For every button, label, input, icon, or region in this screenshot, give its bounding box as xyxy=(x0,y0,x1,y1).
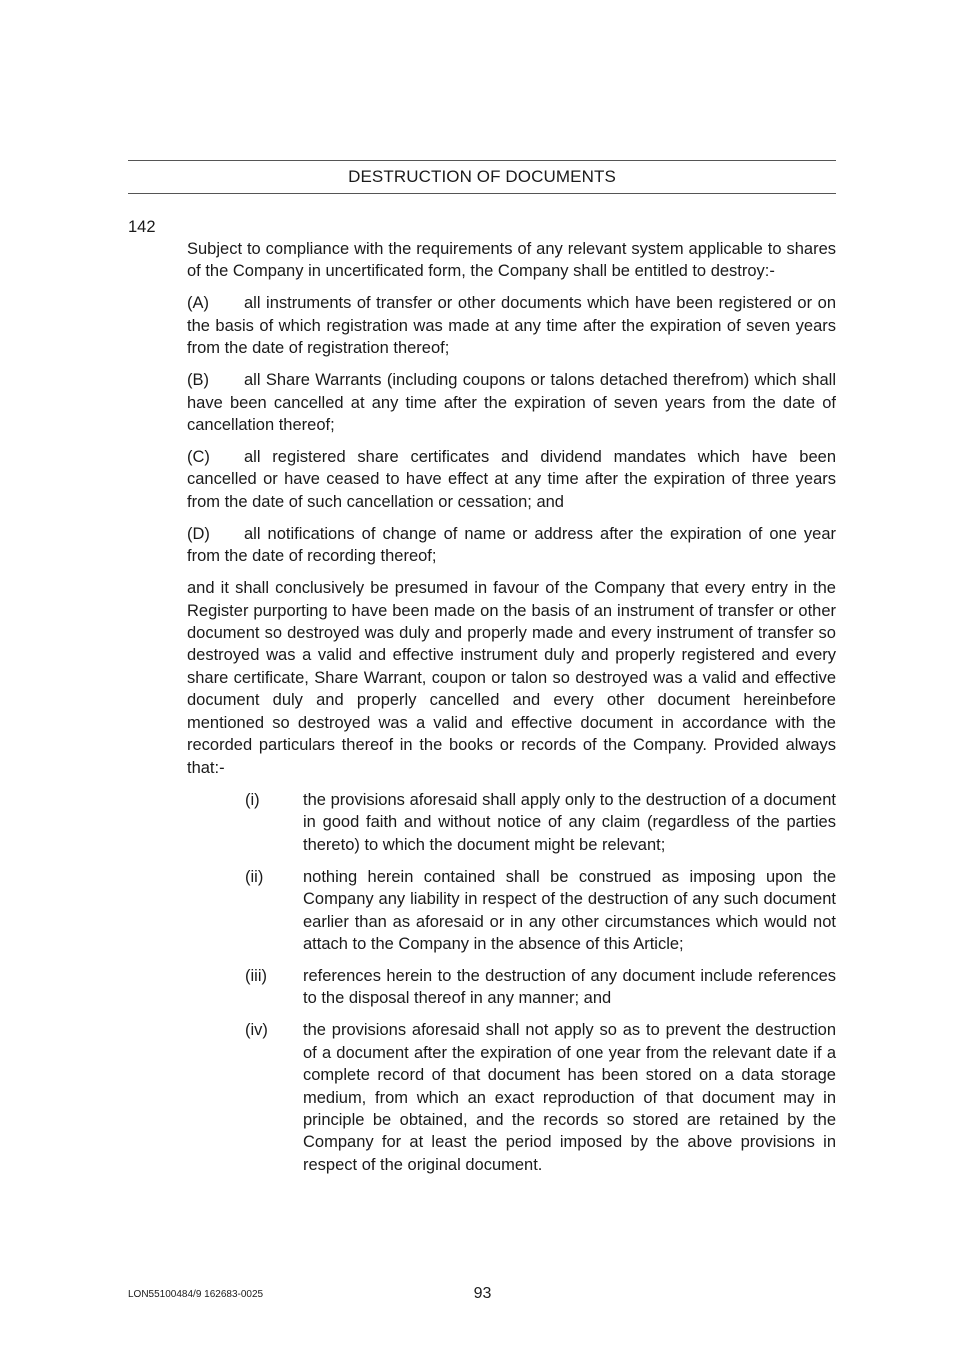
clause-text: all instruments of transfer or other documents which have been registered or on the basis of which registration was made at any time after the expiration of seven years from the date of registration thereof; xyxy=(187,294,836,358)
clause-text: all notifications of change of name or address after the expiration of one year from the date of recording thereof; xyxy=(187,524,836,566)
intro-paragraph: Subject to compliance with the requirements of any relevant system applicable to shares of the Company in uncertificated form, the Company shall be entitled to destroy:- xyxy=(187,240,836,281)
section-heading: DESTRUCTION OF DOCUMENTS xyxy=(348,167,616,186)
proviso-iii xyxy=(187,965,836,1010)
proviso-list xyxy=(187,789,836,1176)
clause-text: all registered share certificates and dividend mandates which have been cancelled or have ceased to have effect at any time after the expiration of three years from the date of such cancellation or cessation; and xyxy=(187,448,836,511)
clause-d xyxy=(187,523,836,568)
proviso-text: references herein to the destruction of any document include references to the disposal thereof in any manner; and xyxy=(303,966,836,1008)
proviso-label: (ii) xyxy=(245,867,264,886)
proviso-label: (i) xyxy=(245,790,260,809)
proviso-text: the provisions aforesaid shall apply only to the destruction of a document in good faith and without notice of any claim (regardless of the parties thereto) to which the document might be relevant; xyxy=(303,790,836,854)
clause-text: all Share Warrants (including coupons or talons detached therefrom) which shall have been cancelled at any time after the expiration of seven years from the date of cancellation thereof; xyxy=(187,371,836,435)
clause-a xyxy=(187,292,836,359)
proviso-iv xyxy=(187,1019,836,1176)
clause-label: (B) xyxy=(187,371,209,390)
article-number: 142 xyxy=(128,218,156,236)
clause-c xyxy=(187,446,836,513)
clause-label: (A) xyxy=(187,294,209,313)
presumption-paragraph: and it shall conclusively be presumed in favour of the Company that every entry in the Register purporting to have been made on the basis of an instrument of transfer or other document so destroyed was duly and properly made and every instrument of transfer so destroyed was a valid and effective instrument duly and properly registered and every share certificate, Share Warrant, coupon or talon so destroyed was a valid and effective document duly and properly cancelled and every other document hereinbefore mentioned so destroyed was a valid and effective document in accordance with the recorded particulars thereof in the books or records of the Company. Provided always that:- xyxy=(187,579,836,777)
clause-b xyxy=(187,369,836,436)
clause-label: (C) xyxy=(187,448,210,467)
proviso-label: (iii) xyxy=(245,966,267,985)
proviso-ii xyxy=(187,866,836,956)
article-body xyxy=(187,238,836,1186)
clause-label: (D) xyxy=(187,524,210,543)
proviso-i xyxy=(187,789,836,856)
proviso-label: (iv) xyxy=(245,1021,268,1040)
document-reference: LON55100484/9 162683-0025 xyxy=(128,1289,264,1300)
section-heading-block xyxy=(128,160,836,194)
proviso-text: the provisions aforesaid shall not apply so as to prevent the destruction of a document after the expiration of one year from the relevant date if a complete record of that document has been stored on a data storage medium, from which an exact reproduction of that document may in principle be obtained, and the records so stored are retained by the Company for at least the period imposed by the above provisions in respect of the original document. xyxy=(303,1021,836,1174)
proviso-text: nothing herein contained shall be construed as imposing upon the Company any liability in respect of the destruction of any such document earlier than as aforesaid or in any other circumstances which would not attach to the Company in the absence of this Article; xyxy=(303,867,836,953)
page-number: 93 xyxy=(473,1285,492,1302)
